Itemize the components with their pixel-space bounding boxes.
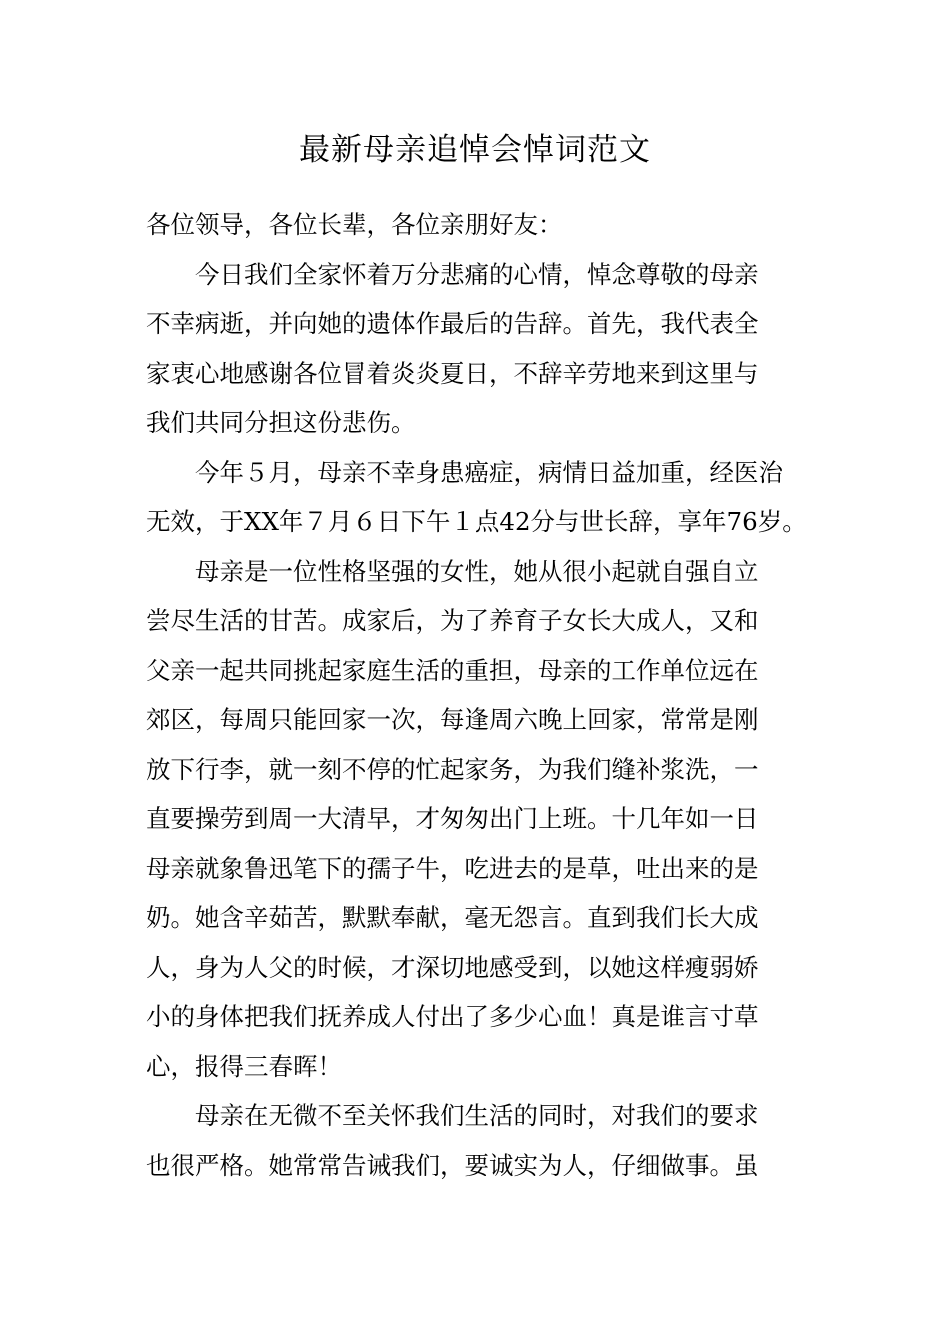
document-body: [146, 200, 810, 1190]
paragraph-line: 今日我们全家怀着万分悲痛的心情，悼念尊敬的母亲: [195, 259, 759, 289]
paragraph-line: 郊区，每周只能回家一次，每逢周六晚上回家，常常是刚: [146, 705, 759, 734]
paragraph-line: 母亲就象鲁迅笔下的孺子牛，吃进去的是草，吐出来的是: [146, 853, 759, 883]
paragraph-line: 无效，于XX年７月６日下午１点42分与世长辞，享年76岁。: [146, 507, 807, 536]
salutation-line: 各位领导，各位长辈，各位亲朋好友：: [146, 210, 563, 239]
paragraph-line: 母亲在无微不至关怀我们生活的同时，对我们的要求: [195, 1101, 759, 1130]
paragraph-line: 直要操劳到周一大清早，才匆匆出门上班。十几年如一日: [146, 804, 759, 833]
paragraph-line: 家衷心地感谢各位冒着炎炎夏日，不辞辛劳地来到这里与: [146, 358, 759, 388]
paragraph-line: 心，报得三春晖！: [146, 1051, 342, 1081]
paragraph-line: 尝尽生活的甘苦。成家后，为了养育子女长大成人，又和: [146, 606, 759, 635]
paragraph-line: 小的身体把我们抚养成人付出了多少心血！真是谁言寸草: [146, 1002, 759, 1031]
paragraph-line: 奶。她含辛茹苦，默默奉献，毫无怨言。直到我们长大成: [146, 903, 759, 932]
paragraph-line: 母亲是一位性格坚强的女性，她从很小起就自强自立: [195, 556, 759, 586]
paragraph-line: 父亲一起共同挑起家庭生活的重担，母亲的工作单位远在: [146, 655, 759, 685]
paragraph-line: 不幸病逝，并向她的遗体作最后的告辞。首先，我代表全: [146, 309, 759, 338]
paragraph-line: 今年５月，母亲不幸身患癌症，病情日益加重，经医治: [195, 457, 783, 487]
paragraph-line: 我们共同分担这份悲伤。: [146, 408, 416, 437]
paragraph-line: 也很严格。她常常告诫我们，要诚实为人，仔细做事。虽: [146, 1150, 759, 1180]
document-title: 最新母亲追悼会悼词范文: [299, 132, 651, 168]
paragraph-line: 人，身为人父的时候，才深切地感受到，以她这样瘦弱娇: [146, 952, 759, 982]
paragraph-line: 放下行李，就一刻不停的忙起家务，为我们缝补浆洗，一: [146, 754, 759, 784]
